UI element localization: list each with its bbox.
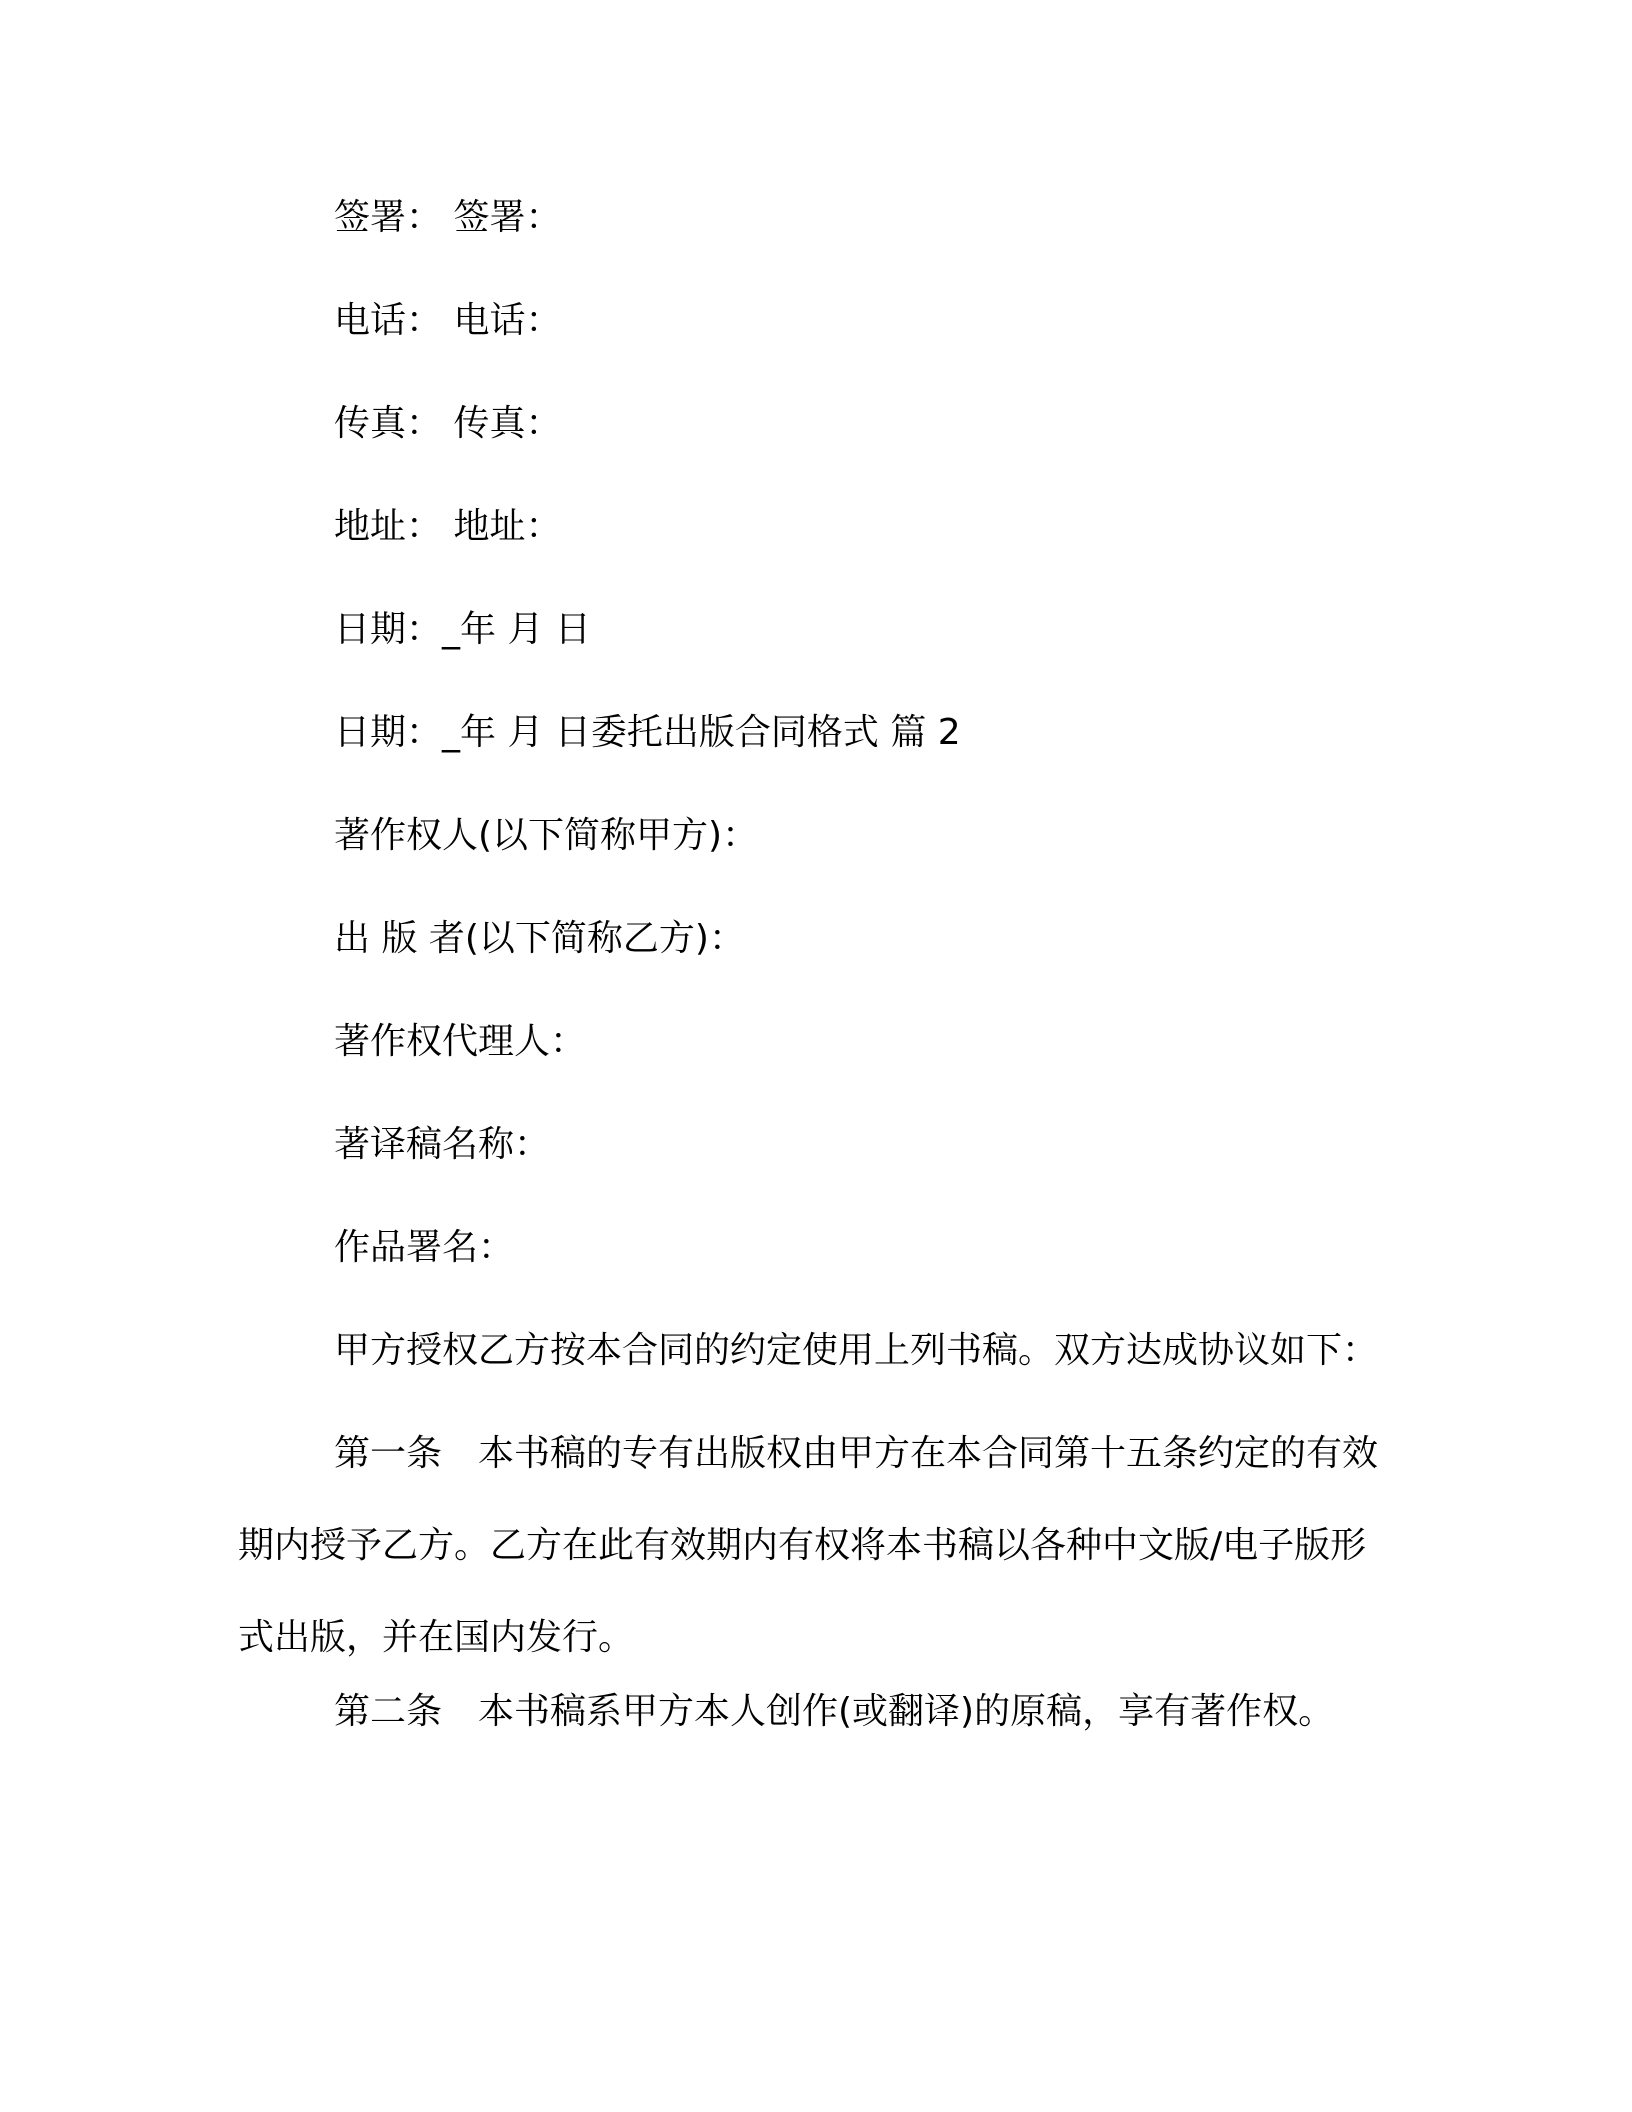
address-line: 地址： 地址：	[334, 506, 562, 547]
manuscript-title-line: 著译稿名称：	[334, 1124, 551, 1165]
copyright-agent-line: 著作权代理人：	[334, 1021, 587, 1062]
date-and-heading-line: 日期：_年 月 日委托出版合同格式 篇 2	[334, 712, 961, 753]
phone-line: 电话： 电话：	[334, 300, 562, 341]
fax-line: 传真： 传真：	[334, 403, 562, 444]
copyright-holder-line: 著作权人(以下简称甲方)：	[334, 815, 759, 856]
signature-line: 签署： 签署：	[334, 197, 562, 238]
date-line: 日期：_年 月 日	[334, 609, 591, 650]
article-one: 第一条 本书稿的专有出版权由甲方在本合同第十五条约定的有效期内授予乙方。乙方在此有效期内有权将本书稿以各种中文版/电子版形式出版，并在国内发行。	[238, 1433, 1379, 1658]
agreement-intro-line: 甲方授权乙方按本合同的约定使用上列书稿。双方达成协议如下：	[334, 1330, 1379, 1371]
article-two: 第二条 本书稿系甲方本人创作(或翻译)的原稿，享有著作权。	[334, 1691, 1335, 1732]
publisher-line: 出 版 者(以下简称乙方)：	[334, 918, 745, 959]
author-credit-line: 作品署名：	[334, 1227, 515, 1268]
